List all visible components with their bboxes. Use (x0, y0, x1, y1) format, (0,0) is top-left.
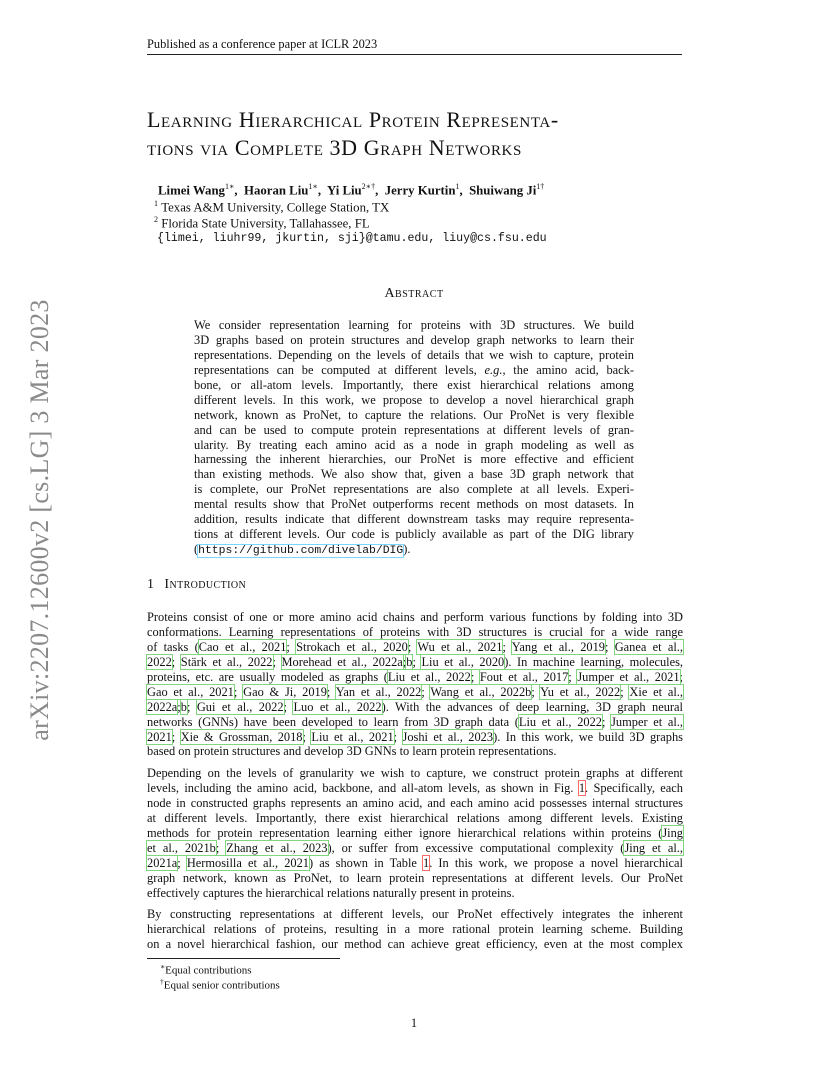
abstract-line: and can be used to compute protein representations at different levels of gran- (194, 422, 634, 437)
text-span: ). In this work, we build 3D graphs (493, 729, 684, 744)
abstract-line: is complete, our ProNet representations are also complete at all levels. Experi- (194, 482, 634, 497)
body-line: networks (GNNs) have been developed to learn from 3D graph data (Liu et al., 2022; Jumper et al., (147, 714, 683, 729)
abstract-line: addition, results indicate that different downstream tasks may require representa- (194, 512, 634, 527)
citation-link[interactable]: Cao et al., 2021 (198, 639, 287, 654)
body-line: 2022; Stärk et al., 2022; Morehead et al., 2022a;b; Liu et al., 2020). In machine learning, molecules, (147, 654, 684, 669)
text-span: ) as shown in Table (309, 855, 417, 870)
citation-link[interactable]: Wang et al., 2022b (430, 684, 532, 699)
author-name: Jerry Kurtin (384, 183, 456, 198)
citation-link[interactable]: 2022a (147, 699, 178, 714)
citation-link[interactable]: Hermosilla et al., 2021 (186, 855, 309, 870)
abstract-line: We consider representation learning for proteins with 3D structures. We build (194, 318, 634, 332)
text-span: . In this work, we propose a novel hierarchical (429, 855, 683, 870)
body-line: 2021; Xie & Grossman, 2018; Liu et al., 2021; Joshi et al., 2023). In this work, we build 3D graphs (147, 729, 684, 744)
author-emails: {limei, liuhr99, jkurtin, sji}@tamu.edu, liuy@cs.fsu.edu (157, 232, 547, 245)
header-rule (147, 54, 682, 55)
citation-link[interactable]: Liu et al., 2022 (518, 714, 602, 729)
body-line: Depending on the levels of granularity we wish to capture, we construct protein graphs at different (147, 766, 683, 780)
abstract-line: ularity. By treating each amino acid as a node in graph modeling as well as (194, 437, 634, 452)
affiliation-mark: 1 (154, 199, 158, 208)
citation-link[interactable]: 2021a (147, 855, 178, 870)
body-line: at different levels. Importantly, there exist hierarchical relations among different levels. Existing (147, 810, 683, 825)
paper-title (147, 106, 692, 162)
citation-link[interactable]: Luo et al., 2022 (293, 699, 382, 714)
author-name: Yi Liu (326, 183, 362, 198)
citation-link[interactable]: Wu et al., 2021 (417, 639, 503, 654)
text-span: ), or suffer from excessive computational complexity ( (327, 840, 625, 855)
citation-link[interactable]: et al., 2021b (147, 840, 216, 855)
citation-link[interactable]: Liu et al., 2020 (421, 654, 505, 669)
text-span: ). In machine learning, molecules, (504, 654, 684, 669)
citation-link[interactable]: Ganea et al., (614, 639, 683, 654)
abstract-line: representations. Depending on the levels of details that we wish to capture, protein (194, 347, 634, 362)
citation-link[interactable]: Morehead et al., 2022a (281, 654, 403, 669)
author-name: Haoran Liu (244, 183, 309, 198)
text-span: of tasks ( (147, 639, 199, 654)
citation-link[interactable]: Zhang et al., 2023 (226, 840, 328, 855)
author-mark: 1∗ (224, 182, 235, 191)
text-span: ( (194, 542, 199, 557)
abstract-line: bone, or all-atom levels. Importantly, there exist hierarchical relations among (194, 377, 634, 392)
body-line: 2021a; Hermosilla et al., 2021) as shown in Table 1. In this work, we propose a novel hierarchical (147, 855, 683, 870)
text-span: representations can be computed at different levels, (194, 362, 477, 377)
abstract-heading-text: Abstract (384, 286, 444, 301)
body-line (147, 826, 683, 841)
citation-link[interactable]: Liu et al., 2021 (311, 729, 394, 744)
citation-link[interactable]: Strokach et al., 2020 (296, 639, 408, 654)
abstract-line: mental results show that ProNet outperforms recent methods on most datasets. In (194, 497, 634, 512)
title-line-1: Learning Hierarchical Protein Representa- (147, 107, 559, 132)
figure-ref-link[interactable]: 1 (578, 780, 586, 795)
abstract-line: 3D graphs based on protein structures and develop graph networks to learn their (194, 332, 634, 347)
citation-link[interactable]: Gao & Ji, 2019 (243, 684, 327, 699)
body-line: effectively captures the hierarchical relations naturally present in proteins. (147, 885, 515, 900)
citation-link[interactable]: Jing (662, 825, 683, 840)
text-span: methods for protein representation learning either ignore hierarchical relations within proteins ( (147, 825, 663, 840)
citation-link[interactable]: Gui et al., 2022 (196, 699, 284, 714)
footnote-mark: † (160, 977, 164, 986)
body-line: of tasks (Cao et al., 2021; Strokach et al., 2020; Wu et al., 2021; Yang et al., 2019; Ganea et al., (147, 639, 683, 654)
intro-paragraph-3 (147, 907, 683, 952)
author-mark: 1∗ (308, 182, 318, 191)
footnote-text: Equal contributions (165, 964, 252, 977)
citation-link[interactable]: Jumper et al., (611, 714, 683, 729)
body-line: By constructing representations at different levels, our ProNet effectively integrates the inherent (147, 907, 683, 921)
affiliation-mark: 2 (154, 215, 158, 224)
arxiv-stamp: arXiv:2207.12600v2 [cs.LG] 3 Mar 2023 (25, 299, 54, 741)
title-line-2: tions via Complete 3D Graph Networks (147, 135, 522, 160)
text-span: ). With the advances of deep learning, 3D graph neural (381, 699, 683, 714)
author-mark: 1 (455, 182, 460, 191)
running-header: Published as a conference paper at ICLR 2023 (147, 37, 378, 51)
footnote-rule (147, 958, 340, 959)
body-line (147, 781, 683, 796)
body-line: proteins, etc. are usually modeled as graphs (Liu et al., 2022; Fout et al., 2017; Jumper et al., 2021; (147, 669, 683, 684)
body-line: graph network, known as ProNet, to learn protein representations at different levels. Our ProNet (147, 870, 683, 885)
citation-link[interactable]: Fout et al., 2017 (479, 669, 569, 684)
italic-text: e.g. (484, 362, 503, 377)
citation-link[interactable]: Jing et al., (624, 840, 683, 855)
text-span: levels, including the amino acid, backbone, and all-atom levels, as shown in Fig. (147, 780, 574, 795)
body-line: 2022a;b; Gui et al., 2022; Luo et al., 2022). With the advances of deep learning, 3D graph neural (147, 699, 683, 714)
footnote-mark: ∗ (160, 962, 166, 971)
page-number: 1 (410, 1016, 418, 1030)
citation-link[interactable]: Joshi et al., 2023 (402, 729, 494, 744)
body-line: conformations. Learning representations of proteins with 3D structures is crucial for a wide range (147, 624, 683, 639)
citation-link[interactable]: Gao et al., 2021 (147, 684, 234, 699)
table-ref-link[interactable]: 1 (423, 855, 430, 870)
abstract-line: tions at different levels. Our code is publicly available as part of the DIG library (194, 527, 634, 542)
citation-link[interactable]: Yu et al., 2022 (540, 684, 621, 699)
section-title: Introduction (164, 577, 247, 592)
author-mark: 2∗† (361, 182, 376, 191)
intro-paragraph-1 (147, 610, 683, 759)
body-line: based on protein structures and develop 3D GNNs to learn protein representations. (147, 744, 557, 759)
abstract-line (194, 363, 634, 378)
affiliation-1 (154, 199, 389, 215)
citation-link[interactable]: Liu et al., 2022 (387, 669, 471, 684)
citation-link[interactable]: Yan et al., 2022 (335, 684, 422, 699)
text-span: , the amino acid, back- (502, 362, 634, 377)
citation-link[interactable]: Xie et al., (629, 684, 683, 699)
body-line: node in constructed graphs represents an amino acid, and each amino acid possesses internal structures (147, 795, 683, 810)
citation-link[interactable]: b (180, 699, 187, 714)
affiliation-text: Florida State University, Tallahassee, FL (161, 216, 370, 231)
footnote-1 (160, 962, 252, 977)
author-mark: 1† (536, 182, 545, 191)
footnote-text: Equal senior contributions (163, 979, 280, 992)
text-span: networks (GNNs) have been developed to learn from 3D graph data ( (147, 714, 519, 729)
code-link[interactable]: https://github.com/divelab/DIG (198, 545, 404, 558)
footnote-2 (160, 977, 280, 992)
citation-link[interactable]: b (406, 654, 413, 669)
abstract-heading (0, 286, 828, 302)
citation-link[interactable]: Stärk et al., 2022 (180, 654, 273, 669)
text-span: . Specifically, each (585, 780, 683, 795)
affiliation-2 (154, 215, 370, 231)
citation-link[interactable]: Xie & Grossman, 2018 (180, 729, 303, 744)
body-line: hierarchical relations of proteins, resulting in a more rational protein learning scheme. Building (147, 921, 683, 936)
text-span: ). (403, 542, 411, 557)
text-span: proteins, etc. are usually modeled as graphs ( (147, 669, 388, 684)
author-name: Shuiwang Ji (469, 183, 537, 198)
affiliation-text: Texas A&M University, College Station, TX (161, 200, 390, 215)
citation-link[interactable]: Jumper et al., 2021 (577, 669, 680, 684)
abstract-line: network, known as ProNet, to capture the relations. Our ProNet is very flexible (194, 407, 634, 422)
abstract-line: than existing methods. We also show that, given a base 3D graph network that (194, 467, 634, 482)
body-line: Gao et al., 2021; Gao & Ji, 2019; Yan et al., 2022; Wang et al., 2022b; Yu et al., 2022; Xie et al., (147, 684, 683, 699)
section-heading-introduction (147, 577, 246, 593)
citation-link[interactable]: 2021 (147, 729, 172, 744)
intro-paragraph-2 (147, 766, 683, 900)
abstract-body (194, 318, 634, 557)
abstract-line: different levels. In this work, we propose to develop a novel hierarchical graph (194, 392, 634, 407)
body-line: Proteins consist of one or more amino acid chains and perform various functions by folding into 3D (147, 610, 683, 624)
citation-link[interactable]: Yang et al., 2019 (511, 639, 605, 654)
body-line: et al., 2021b; Zhang et al., 2023), or suffer from excessive computational complexity (Jing et al., (147, 840, 683, 855)
body-line: on a novel hierarchical fashion, our method can achieve great efficiency, even at the most complex (147, 936, 683, 951)
citation-link[interactable]: 2022 (147, 654, 172, 669)
abstract-line (194, 542, 634, 557)
author-name: Limei Wang (158, 183, 225, 198)
abstract-line: harnessing the inherent hierarchies, our ProNet is more effective and efficient (194, 452, 634, 467)
section-number: 1 (147, 577, 155, 592)
author-list: Limei Wang$^{1∗}$, Haoran Liu$^{1∗}$, Yi Liu$^{2∗\dagger}$, Jerry Kurtin$^1$, Shuiwang $Ji^{1\dagger}$ (158, 182, 545, 198)
